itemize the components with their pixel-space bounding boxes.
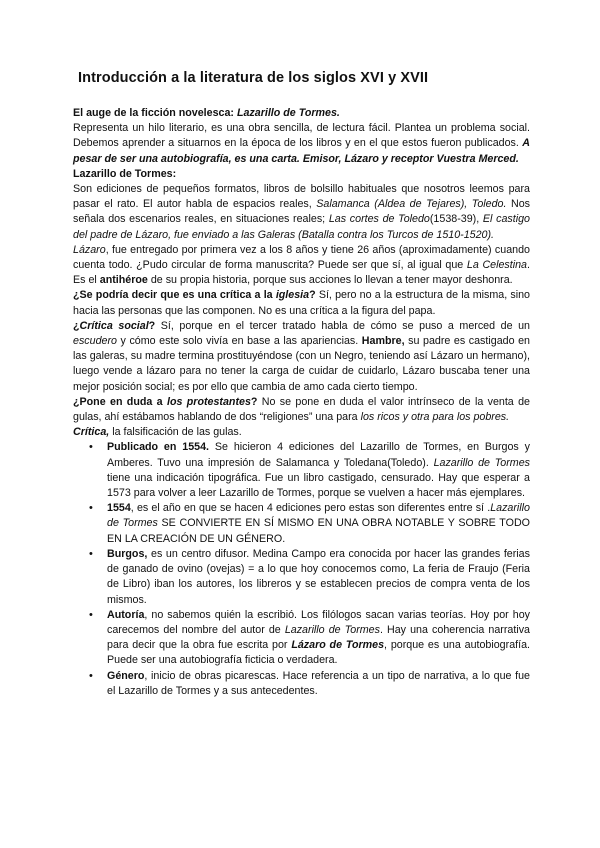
section-heading-lazarillo: Lazarillo de Tormes: [73, 167, 177, 180]
section-heading-auge: El auge de la ficción novelesca: Lazarillo de Tormes. [73, 107, 340, 119]
document-body [73, 106, 530, 699]
paragraph-critica: Crítica, la falsificación de las gulas. [73, 426, 242, 439]
list-item: • Burgos, es un centro difusor. Medina Campo era conocida por hacer las grandes ferias de ganado de ovino (ovejas) = a lo que hoy conocemos como, La feria de Fraujo (Feria de Libro) iban los autores, los libreros y se establecen precios de compra venta de los mismos. [107, 547, 530, 608]
list-item: • Género, inicio de obras picarescas. Hace referencia a un tipo de narrativa, a lo que fue el Lazarillo de Tormes y a sus antecedentes. [107, 669, 530, 699]
paragraph-protestantes: ¿Pone en duda a los protestantes? No se pone en duda el valor intrínseco de la venta de gulas, ahí estábamos hablando de dos “religiones” una para los ricos y otra para los pobres. [73, 395, 530, 424]
paragraph-iglesia: ¿Se podría decir que es una crítica a la iglesia? Sí, pero no a la estructura de la misma, sino hacia las personas que las componen. No es una crítica a la figura del papa. [73, 289, 530, 317]
paragraph-ediciones: Son ediciones de pequeños formatos, libros de bolsillo habituales que nosotros leemos para pasar el rato. El autor habla de espacios reales, Salamanca (Aldea de Tejares), Toledo. Nos señala dos escenarios reales, en situaciones reales; Las cortes de Toledo(1538-39), El castigo del padre de Lázaro, fue enviado a las Galeras (Batalla contra los Turcos de 1510-1520). [73, 183, 530, 241]
paragraph-intro: Representa un hilo literario, es una obra sencilla, de lectura fácil. Plantea un problema social. Debemos aprender a situarnos en la época de los libros y en el que estos fueron publicados. A pesar de ser una autobiografía, es una carta. Emisor, Lázaro y receptor Vuestra Merced. [73, 122, 530, 165]
list-item: • Autoría, no sabemos quién la escribió. Los filólogos sacan varias teorías. Hoy por hoy carecemos del nombre del autor de Lazarillo de Tormes. Hay una coherencia narrativa para decir que la obra fue escrita por Lázaro de Tormes, porque es una autobiografía. Puede ser una autobiografía ficticia o verdadera. [107, 608, 530, 669]
paragraph-lazaro: Lázaro, fue entregado por primera vez a los 8 años y tiene 26 años (aproximadamente) cuando cuenta todo. ¿Pudo circular de forma manuscrita? Puede ser que sí, al igual que La Celestina. Es el antihéroe de su propia historia, porque sus acciones lo llevan a tener mayor deshonra. [73, 243, 530, 287]
list-item: • Publicado en 1554. Se hicieron 4 ediciones del Lazarillo de Tormes, en Burgos y Amberes. Tuvo una impresión de Salamanca y Toledana(Toledo). Lazarillo de Tormes tiene una indicación tipográfica. Fue un libro castigado, censurado. Hay que esperar a 1573 para volver a leer Lazarillo de Tormes, porque se vuelven a hacer más ejemplares. [107, 440, 530, 501]
paragraph-critica-social: ¿Crítica social? Sí, porque en el tercer tratado habla de cómo se puso a merced de un escudero y cómo este solo vivía en base a las apariencias. Hambre, su padre es castigado en las galeras, su madre termina prostituyéndose (con un Negro, teniendo así Lázaro un hermano), luego vende a lázaro para no tener la carga de cuidar de cuidarlo, Lázaro buscaba tener una mejor posición social; es por ello que cambia de amo cada cierto tiempo. [73, 319, 530, 393]
bullet-list [73, 440, 530, 698]
page-title: Introducción a la literatura de los siglos XVI y XVII [78, 70, 429, 86]
list-item: • 1554, es el año en que se hacen 4 ediciones pero estas son diferentes entre sí .Lazarillo de Tormes SE CONVIERTE EN SÍ MISMO EN UNA OBRA NOTABLE Y SOBRE TODO EN LA CREACIÓN DE UN GÉNERO. [107, 501, 530, 547]
